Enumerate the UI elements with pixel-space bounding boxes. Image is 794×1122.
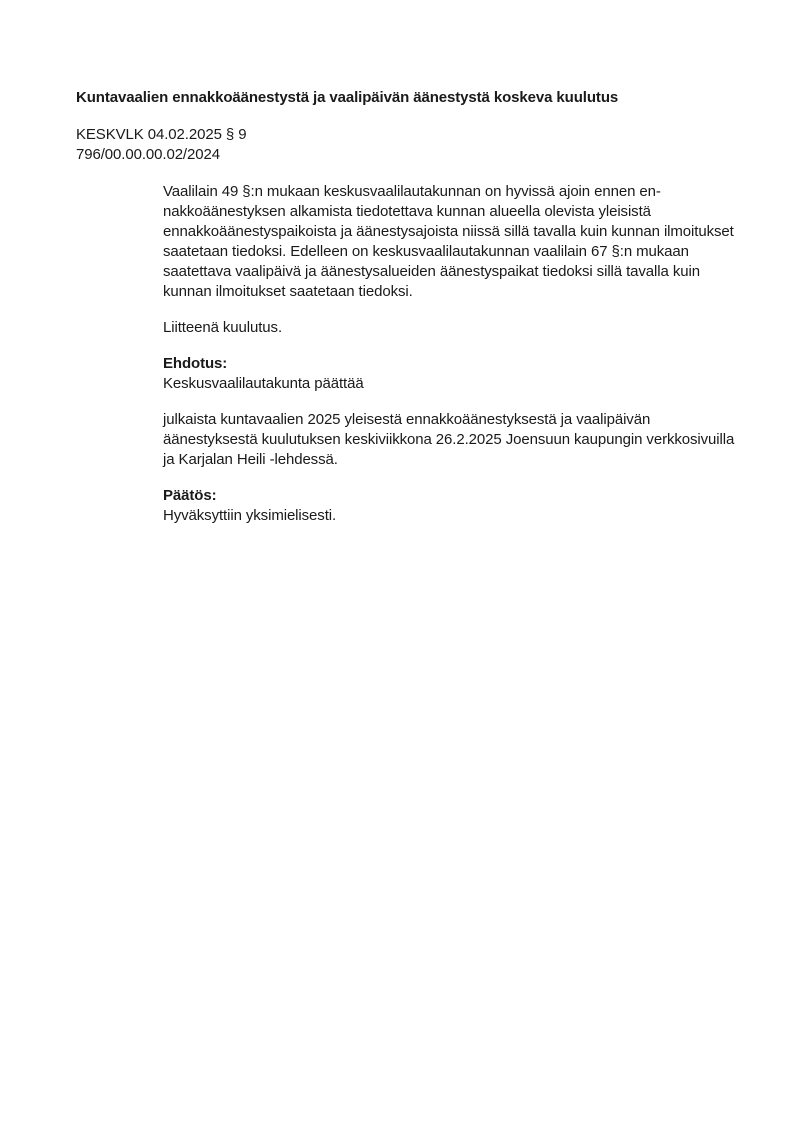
- decision-heading: Päätös:: [163, 487, 217, 504]
- document-title: Kuntavaalien ennakkoäänestystä ja vaalipäivän äänestystä koskeva kuulutus: [76, 89, 619, 106]
- text-line: kunnan ilmoitukset saatetaan tiedoksi.: [163, 283, 413, 300]
- text-line: saatetaan tiedoksi. Edelleen on keskusvaalilautakunnan vaalilain 67 §:n mukaan: [163, 243, 689, 260]
- text-line: saatettava vaalipäivä ja äänestysalueiden äänestyspaikat tiedoksi sillä tavalla kuin: [163, 263, 700, 280]
- section-decision: [163, 486, 738, 526]
- text-line: nakkoäänestyksen alkamista tiedotettava kunnan alueella olevista yleisistä: [163, 203, 651, 220]
- proposal-intro: Keskusvaalilautakunta päättää: [163, 375, 364, 392]
- text-line: äänestyksestä kuulutuksen keskiviikkona 26.2.2025 Joensuun kaupungin verkkosivuilla: [163, 431, 735, 448]
- text-line: ennakkoäänestyspaikoista ja äänestysajoista niissä sillä tavalla kuin kunnan ilmoitukset: [163, 223, 734, 240]
- attachment-note: Liitteenä kuulutus.: [163, 319, 283, 336]
- section-proposal: [163, 354, 738, 394]
- paragraph-proposal: [163, 410, 738, 470]
- paragraph-attachment-note: [163, 318, 738, 338]
- text-line: ja Karjalan Heili -lehdessä.: [163, 451, 338, 468]
- decision-text: Hyväksyttiin yksimielisesti.: [163, 507, 337, 524]
- paragraph-legal-basis: [163, 182, 738, 302]
- meta-reference: KESKVLK 04.02.2025 § 9: [76, 126, 247, 143]
- proposal-heading: Ehdotus:: [163, 355, 228, 372]
- document-body: [163, 182, 738, 526]
- document-meta: [76, 125, 738, 165]
- text-line: Vaalilain 49 §:n mukaan keskusvaalilautakunnan on hyvissä ajoin ennen en-: [163, 183, 661, 200]
- text-line: julkaista kuntavaalien 2025 yleisestä ennakkoäänestyksestä ja vaalipäivän: [163, 411, 651, 428]
- meta-case-number: 796/00.00.00.02/2024: [76, 146, 220, 163]
